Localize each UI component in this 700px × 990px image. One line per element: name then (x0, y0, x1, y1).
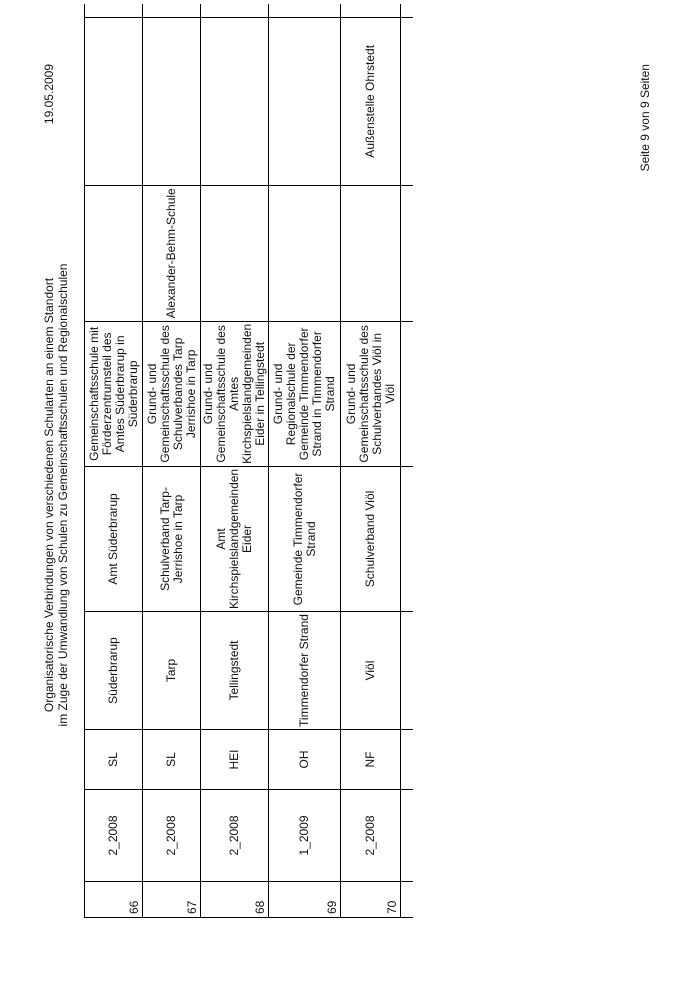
empty-cell (341, 4, 401, 17)
district-cell: OH (269, 730, 341, 790)
authority-cell: Schulverband Viöl (341, 466, 401, 611)
place-cell: Tarp (143, 612, 201, 730)
empty-cell (401, 17, 413, 185)
branch-cell (85, 17, 143, 185)
empty-cell (401, 730, 413, 790)
branch-cell: Außenstelle Ohrstedt (341, 17, 401, 185)
empty-cell (401, 882, 413, 918)
table-row (341, 4, 401, 917)
period-cell: 2_2008 (143, 790, 201, 882)
partner-school-cell (85, 185, 143, 321)
row-number: 70 (341, 882, 401, 918)
authority-cell: Amt Kirchspielslandgemeinden Eider (201, 466, 269, 611)
branch-cell (201, 17, 269, 185)
period-cell: 2_2008 (85, 790, 143, 882)
document-title-line-2: im Zuge der Umwandlung von Schulen zu Gemeinschaftsschulen und Regionalschulen (56, 263, 70, 727)
document-date: 19.05.2009 (42, 64, 56, 125)
table-row (269, 4, 341, 917)
school-cell: Grund- und Regionalschule der Gemeinde Timmendorfer Strand in Timmendorfer Strand (269, 321, 341, 466)
partner-school-cell (201, 185, 269, 321)
table-row (143, 4, 201, 917)
empty-cell (401, 4, 413, 17)
school-cell: Grund- und Gemeinschaftsschule des Amtes Kirchspielslandgemeinden Eider in Tellingstedt (201, 321, 269, 466)
empty-cell (401, 466, 413, 611)
partner-school-cell (269, 185, 341, 321)
page-number: Seite 9 von 9 Seiten (638, 64, 652, 172)
period-cell: 2_2008 (341, 790, 401, 882)
place-cell: Timmendorfer Strand (269, 612, 341, 730)
period-cell: 1_2009 (269, 790, 341, 882)
table-row (401, 4, 413, 917)
row-number: 67 (143, 882, 201, 918)
authority-cell: Schulverband Tarp-Jerrishoe in Tarp (143, 466, 201, 611)
empty-cell (401, 185, 413, 321)
empty-cell (85, 4, 143, 17)
schools-table (84, 4, 413, 918)
district-cell: HEI (201, 730, 269, 790)
row-number: 69 (269, 882, 341, 918)
authority-cell: Gemeinde Timmendorfer Strand (269, 466, 341, 611)
empty-cell (269, 4, 341, 17)
document-title-line-1: Organisatorische Verbindungen von verschiedenen Schularten an einem Standort (42, 277, 56, 713)
row-number: 66 (85, 882, 143, 918)
table-row (201, 4, 269, 917)
empty-cell (401, 321, 413, 466)
empty-cell (143, 4, 201, 17)
empty-cell (401, 790, 413, 882)
row-number: 68 (201, 882, 269, 918)
district-cell: SL (143, 730, 201, 790)
empty-cell (201, 4, 269, 17)
table-row (85, 4, 143, 917)
period-cell: 2_2008 (201, 790, 269, 882)
district-cell: NF (341, 730, 401, 790)
place-cell: Süderbrarup (85, 612, 143, 730)
school-cell: Grund- und Gemeinschaftsschule des Schulverbandes Tarp Jerrishoe in Tarp (143, 321, 201, 466)
partner-school-cell (341, 185, 401, 321)
authority-cell: Amt Süderbrarup (85, 466, 143, 611)
branch-cell (269, 17, 341, 185)
school-cell: Grund- und Gemeinschaftsschule des Schulverbandes Viöl in Viöl (341, 321, 401, 466)
place-cell: Tellingstedt (201, 612, 269, 730)
district-cell: SL (85, 730, 143, 790)
place-cell: Viöl (341, 612, 401, 730)
branch-cell (143, 17, 201, 185)
partner-school-cell: Alexander-Behm-Schule (143, 185, 201, 321)
empty-cell (401, 612, 413, 730)
school-cell: Gemeinschaftsschule mit Förderzentrumsteil des Amtes Süderbrarup in Süderbrarup (85, 321, 143, 466)
